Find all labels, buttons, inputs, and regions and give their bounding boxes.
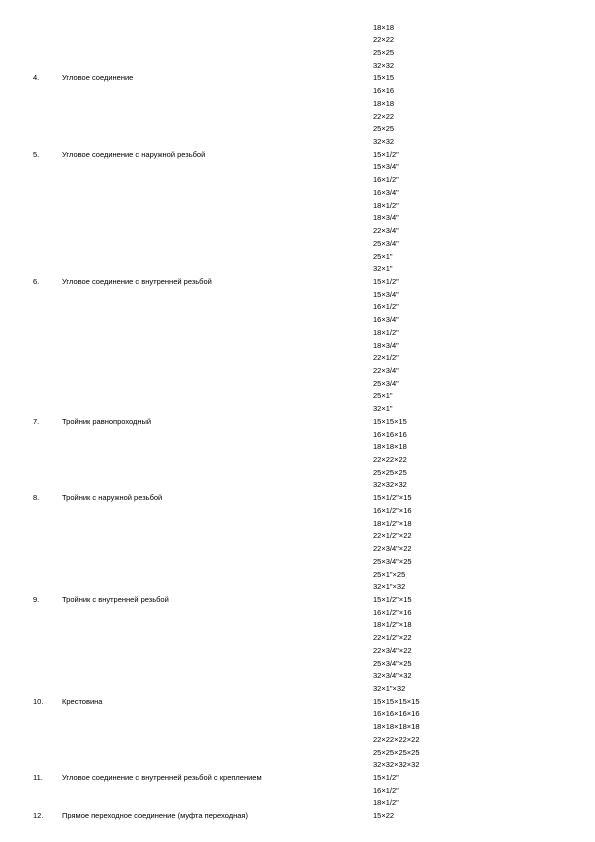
item-size: 18×18	[373, 98, 395, 108]
item-size: 15×15×15	[373, 416, 407, 426]
item-size: 15×1/2"	[373, 149, 399, 159]
table-row	[0, 695, 595, 708]
table-row	[0, 173, 595, 186]
item-size: 25×1"×25	[373, 569, 406, 579]
table-row	[0, 517, 595, 530]
item-size: 18×1/2"×18	[373, 620, 412, 630]
item-size: 22×22×22×22	[373, 734, 420, 744]
table-row	[0, 796, 595, 809]
item-size: 18×1/2"	[373, 327, 399, 337]
table-row	[0, 46, 595, 59]
table-row	[0, 542, 595, 555]
table-row	[0, 593, 595, 606]
table-row	[0, 199, 595, 212]
table-row	[0, 720, 595, 733]
table-row	[0, 186, 595, 199]
table-row	[0, 644, 595, 657]
item-size: 18×1/2"	[373, 200, 399, 210]
table-row	[0, 135, 595, 148]
item-size: 22×22	[373, 35, 395, 45]
item-size: 15×1/2"	[373, 773, 399, 782]
table-row	[0, 758, 595, 771]
table-row	[0, 555, 595, 568]
item-size: 32×32×32	[373, 480, 407, 490]
table-row	[0, 809, 595, 822]
item-size: 22×1/2"	[373, 353, 399, 363]
item-size: 18×3/4"	[373, 213, 399, 223]
table-row	[0, 122, 595, 135]
item-number: 10.	[33, 696, 44, 706]
table-row	[0, 339, 595, 352]
table-row	[0, 21, 595, 34]
item-size: 25×25×25×25	[373, 747, 420, 757]
table-row	[0, 389, 595, 402]
item-number: 7.	[33, 416, 40, 426]
table-row	[0, 580, 595, 593]
item-name: Прямое переходное соединение (муфта переходная)	[62, 811, 248, 821]
item-size: 15×1/2"	[373, 276, 399, 286]
table-row	[0, 71, 595, 84]
item-name: Тройник с внутренней резьбой	[62, 594, 169, 604]
item-name: Угловое соединение с внутренней резьбой	[62, 276, 212, 286]
item-size: 22×3/4"	[373, 365, 399, 375]
item-size: 15×3/4"	[373, 162, 399, 172]
item-name: Крестовина	[62, 696, 103, 706]
item-size: 25×25×25	[373, 467, 407, 477]
item-size: 18×18×18	[373, 442, 407, 452]
table-row	[0, 669, 595, 682]
item-size: 25×3/4"	[373, 238, 399, 248]
item-size: 15×1/2"×15	[373, 594, 412, 604]
table-row	[0, 110, 595, 123]
item-name: Угловое соединение с внутренней резьбой с креплением	[62, 773, 262, 782]
table-row	[0, 682, 595, 695]
table-row	[0, 262, 595, 275]
table-row	[0, 771, 595, 784]
table-row	[0, 746, 595, 759]
table-row	[0, 97, 595, 110]
item-size: 32×1"×32	[373, 582, 406, 592]
item-name: Угловое соединение с наружной резьбой	[62, 149, 206, 159]
table-row	[0, 606, 595, 619]
table-row	[0, 415, 595, 428]
table-row	[0, 275, 595, 288]
item-size: 16×16×16×16	[373, 709, 420, 719]
table-row	[0, 84, 595, 97]
table-row	[0, 288, 595, 301]
item-size: 15×15×15×15	[373, 696, 420, 706]
table-row	[0, 364, 595, 377]
table-row	[0, 148, 595, 161]
table-row	[0, 351, 595, 364]
item-size: 25×3/4"×25	[373, 556, 412, 566]
item-size: 16×16	[373, 86, 395, 96]
item-number: 6.	[33, 276, 40, 286]
item-size: 32×1"	[373, 404, 393, 414]
table-row	[0, 529, 595, 542]
item-size: 25×25	[373, 124, 395, 134]
table-row	[0, 631, 595, 644]
table-row	[0, 160, 595, 173]
item-size: 22×3/4"×22	[373, 544, 412, 553]
item-size: 22×22×22	[373, 455, 407, 464]
table-row	[0, 250, 595, 263]
table-row	[0, 466, 595, 479]
item-number: 5.	[33, 149, 40, 159]
item-size: 18×1/2"×18	[373, 518, 412, 528]
item-size: 25×1"	[373, 251, 393, 261]
item-size: 22×3/4"	[373, 226, 399, 235]
item-size: 16×1/2"×16	[373, 505, 412, 515]
item-size: 16×1/2"	[373, 302, 399, 312]
table-row	[0, 440, 595, 453]
item-size: 18×3/4"	[373, 340, 399, 350]
item-number: 9.	[33, 594, 40, 604]
item-size: 18×1/2"	[373, 798, 399, 808]
item-number: 12.	[33, 811, 44, 821]
item-size: 22×22	[373, 111, 395, 121]
item-size: 32×32	[373, 137, 395, 146]
item-number: 11.	[33, 773, 43, 782]
item-size: 18×18×18×18	[373, 722, 420, 732]
item-size: 32×3/4"×32	[373, 671, 412, 681]
item-size: 16×1/2"	[373, 785, 399, 795]
item-size: 16×1/2"	[373, 175, 399, 185]
item-size: 25×1"	[373, 391, 393, 401]
item-size: 32×32	[373, 60, 395, 70]
table-row	[0, 300, 595, 313]
item-size: 16×3/4"	[373, 315, 399, 325]
item-number: 4.	[33, 73, 40, 83]
item-size: 25×3/4"×25	[373, 658, 412, 668]
item-size: 15×3/4"	[373, 289, 399, 299]
item-size: 22×1/2"×22	[373, 531, 412, 541]
item-name: Угловое соединение	[62, 73, 134, 83]
table-row	[0, 657, 595, 670]
item-size: 15×1/2"×15	[373, 493, 412, 503]
table-row	[0, 211, 595, 224]
table-row	[0, 784, 595, 797]
item-size: 25×3/4"	[373, 378, 399, 388]
table-row	[0, 618, 595, 631]
table-row	[0, 504, 595, 517]
table-row	[0, 428, 595, 441]
item-name: Тройник равнопроходный	[62, 416, 152, 426]
item-size: 25×25	[373, 47, 395, 57]
item-size: 22×1/2"×22	[373, 633, 412, 643]
table-row	[0, 313, 595, 326]
item-size: 16×16×16	[373, 429, 407, 439]
table-row	[0, 326, 595, 339]
table-row	[0, 33, 595, 46]
item-name: Тройник с наружной резьбой	[62, 493, 163, 503]
item-size: 15×15	[373, 73, 395, 83]
item-size: 22×3/4"×22	[373, 645, 412, 655]
item-size: 32×1"	[373, 264, 393, 274]
table-row	[0, 453, 595, 466]
item-size: 18×18	[373, 22, 395, 32]
table-row	[0, 237, 595, 250]
item-number: 8.	[33, 493, 40, 503]
item-size: 16×1/2"×16	[373, 607, 412, 617]
table-row	[0, 707, 595, 720]
table-row	[0, 568, 595, 581]
table-row	[0, 478, 595, 491]
table-row	[0, 733, 595, 746]
table-row	[0, 59, 595, 72]
item-size: 32×32×32×32	[373, 760, 420, 770]
item-size: 16×3/4"	[373, 187, 399, 197]
item-size: 15×22	[373, 811, 395, 821]
item-size: 32×1"×32	[373, 683, 406, 693]
table-row	[0, 224, 595, 237]
table-row	[0, 491, 595, 504]
table-row	[0, 377, 595, 390]
table-row	[0, 402, 595, 415]
